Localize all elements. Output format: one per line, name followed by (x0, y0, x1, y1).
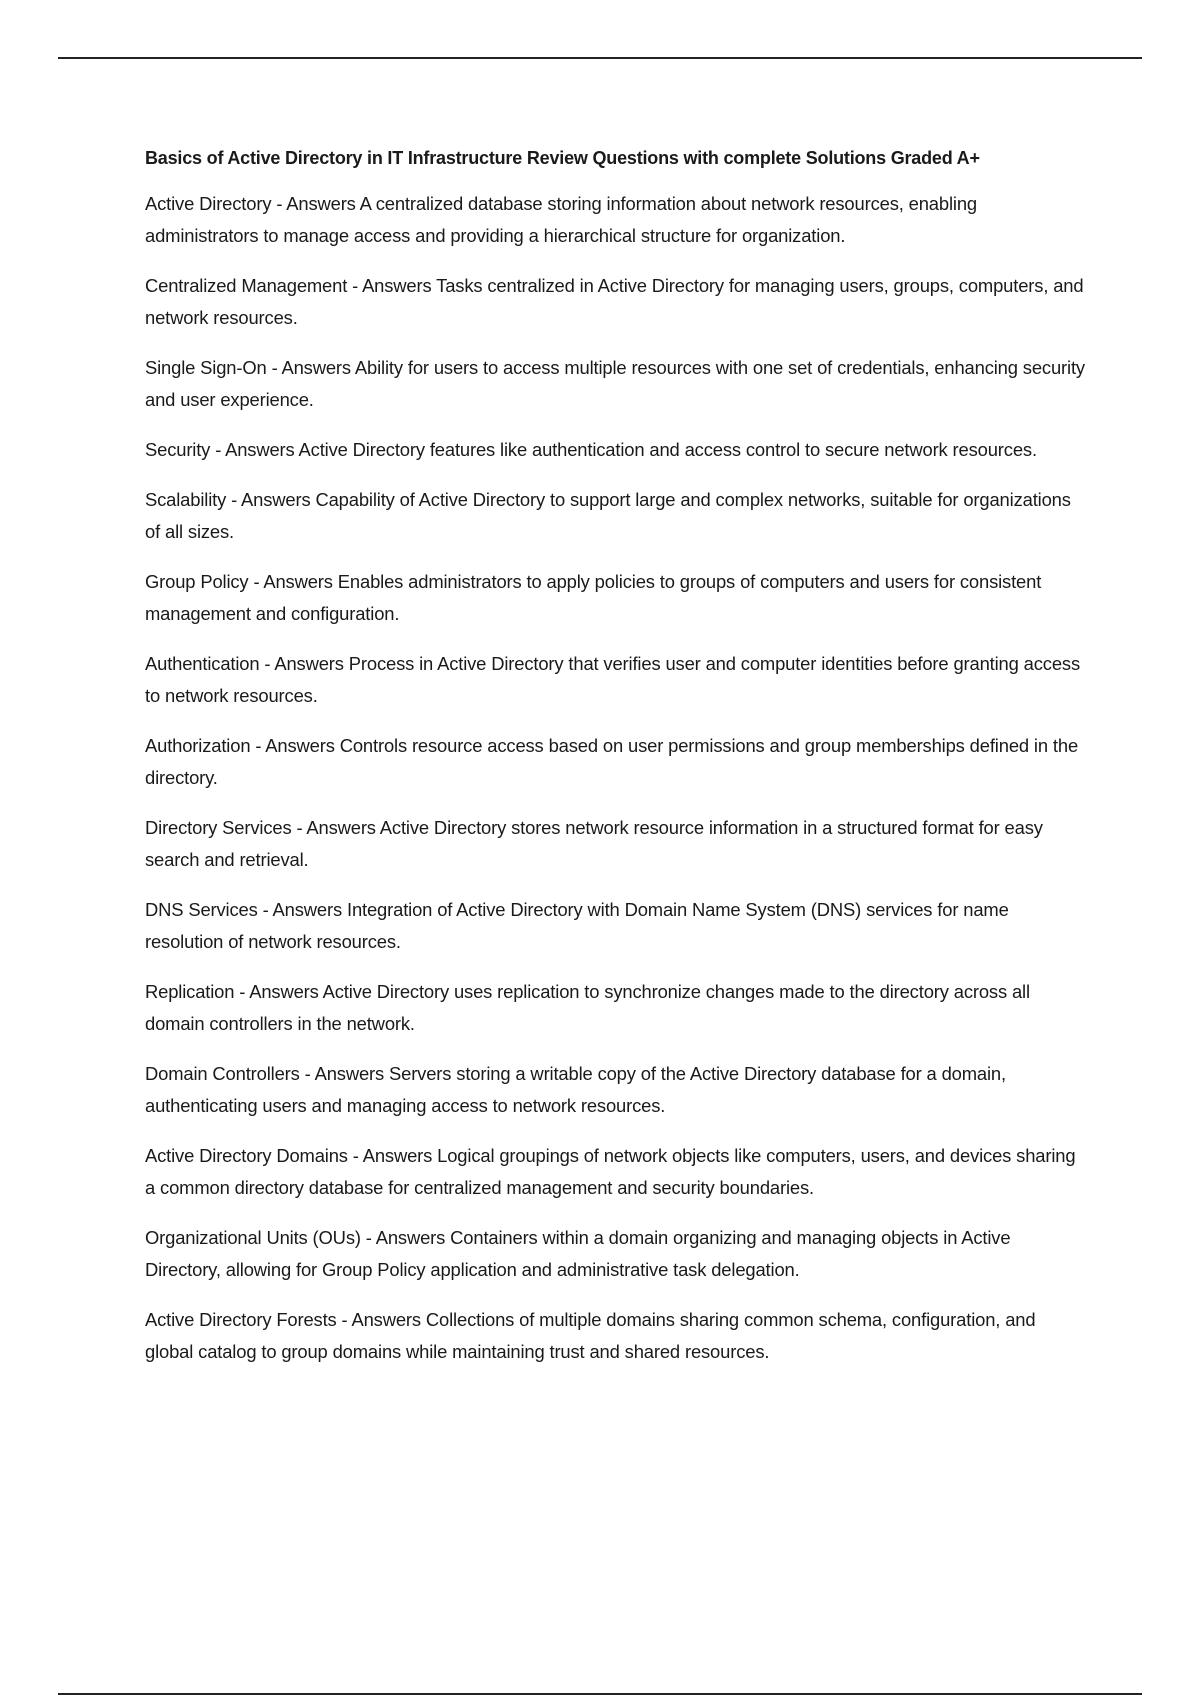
entry-answer: Containers within a domain organizing and managing objects in Active Directory, allowing for Group Policy application and administrative task delegation. (145, 1227, 1011, 1280)
entry-answer: Process in Active Directory that verifies user and computer identities before granting access to network resources. (145, 653, 1081, 706)
entry-term: Active Directory (145, 193, 272, 214)
entry-answer: Active Directory stores network resource information in a structured format for easy search and retrieval. (145, 817, 1043, 870)
qa-entry (145, 352, 1085, 416)
entry-separator: - Answers (226, 489, 316, 510)
entry-answer: Collections of multiple domains sharing common schema, configuration, and global catalog to group domains while maintaining trust and shared resources. (145, 1309, 1036, 1362)
entry-answer: Ability for users to access multiple resources with one set of credentials, enhancing security and user experience. (145, 357, 1085, 410)
entry-answer: Capability of Active Directory to support large and complex networks, suitable for organizations of all sizes. (145, 489, 1071, 542)
document-body (145, 142, 1085, 1386)
qa-entry (145, 1140, 1085, 1204)
entry-answer: Enables administrators to apply policies to groups of computers and users for consistent management and configuration. (145, 571, 1042, 624)
entry-answer: Controls resource access based on user permissions and group memberships defined in the directory. (145, 735, 1079, 788)
qa-entry (145, 976, 1085, 1040)
entry-answer: Logical groupings of network objects like computers, users, and devices sharing a common directory database for centralized management and security boundaries. (145, 1145, 1076, 1198)
entry-answer: Tasks centralized in Active Directory for managing users, groups, computers, and network resources. (145, 275, 1084, 328)
entry-separator: - Answers (257, 899, 347, 920)
qa-entry (145, 1304, 1085, 1368)
entry-term: Security (145, 439, 211, 460)
footer-rule (58, 1693, 1142, 1695)
header-rule (58, 57, 1142, 59)
entry-separator: - Answers (248, 571, 338, 592)
entry-answer: Integration of Active Directory with Domain Name System (DNS) services for name resolution of network resources. (145, 899, 1009, 952)
entry-term: Directory Services (145, 817, 292, 838)
entry-term: Scalability (145, 489, 227, 510)
entry-separator: - Answers (266, 357, 355, 378)
entry-separator: - Answers (291, 817, 380, 838)
entry-term: Organizational Units (OUs) (145, 1227, 361, 1248)
entry-separator: - Answers (336, 1309, 426, 1330)
entry-separator: - Answers (271, 193, 360, 214)
qa-entry (145, 730, 1085, 794)
entry-separator: - Answers (360, 1227, 451, 1248)
entry-separator: - Answers (347, 1145, 438, 1166)
entry-term: Centralized Management (145, 275, 348, 296)
entry-answer: Active Directory features like authentication and access control to secure network resources. (298, 439, 1037, 460)
entry-term: Authentication (145, 653, 260, 674)
entry-term: Authorization (145, 735, 251, 756)
entry-term: Active Directory Domains (145, 1145, 348, 1166)
qa-entry (145, 812, 1085, 876)
entry-term: Active Directory Forests (145, 1309, 337, 1330)
entry-term: Replication (145, 981, 235, 1002)
entry-term: Domain Controllers (145, 1063, 300, 1084)
qa-entry (145, 434, 1085, 466)
entry-answer: A centralized database storing information about network resources, enabling administrators to manage access and providing a hierarchical structure for organization. (145, 193, 977, 246)
entry-term: Group Policy (145, 571, 249, 592)
qa-entry (145, 1222, 1085, 1286)
entry-answer: Servers storing a writable copy of the Active Directory database for a domain, authenticating users and managing access to network resources. (145, 1063, 1006, 1116)
qa-entry (145, 1058, 1085, 1122)
entry-answer: Active Directory uses replication to synchronize changes made to the directory across all domain controllers in the network. (145, 981, 1030, 1034)
entry-separator: - Answers (299, 1063, 390, 1084)
document-title: Basics of Active Directory in IT Infrastructure Review Questions with complete Solutions Graded A+ (145, 148, 980, 168)
qa-entry (145, 566, 1085, 630)
entry-term: DNS Services (145, 899, 258, 920)
entry-term: Single Sign-On (145, 357, 267, 378)
entry-separator: - Answers (234, 981, 323, 1002)
qa-entry (145, 188, 1085, 252)
entry-separator: - Answers (250, 735, 340, 756)
entry-separator: - Answers (259, 653, 349, 674)
qa-entry (145, 270, 1085, 334)
entry-separator: - Answers (347, 275, 437, 296)
entry-separator: - Answers (210, 439, 299, 460)
qa-entry (145, 648, 1085, 712)
qa-entry (145, 894, 1085, 958)
qa-entry (145, 484, 1085, 548)
